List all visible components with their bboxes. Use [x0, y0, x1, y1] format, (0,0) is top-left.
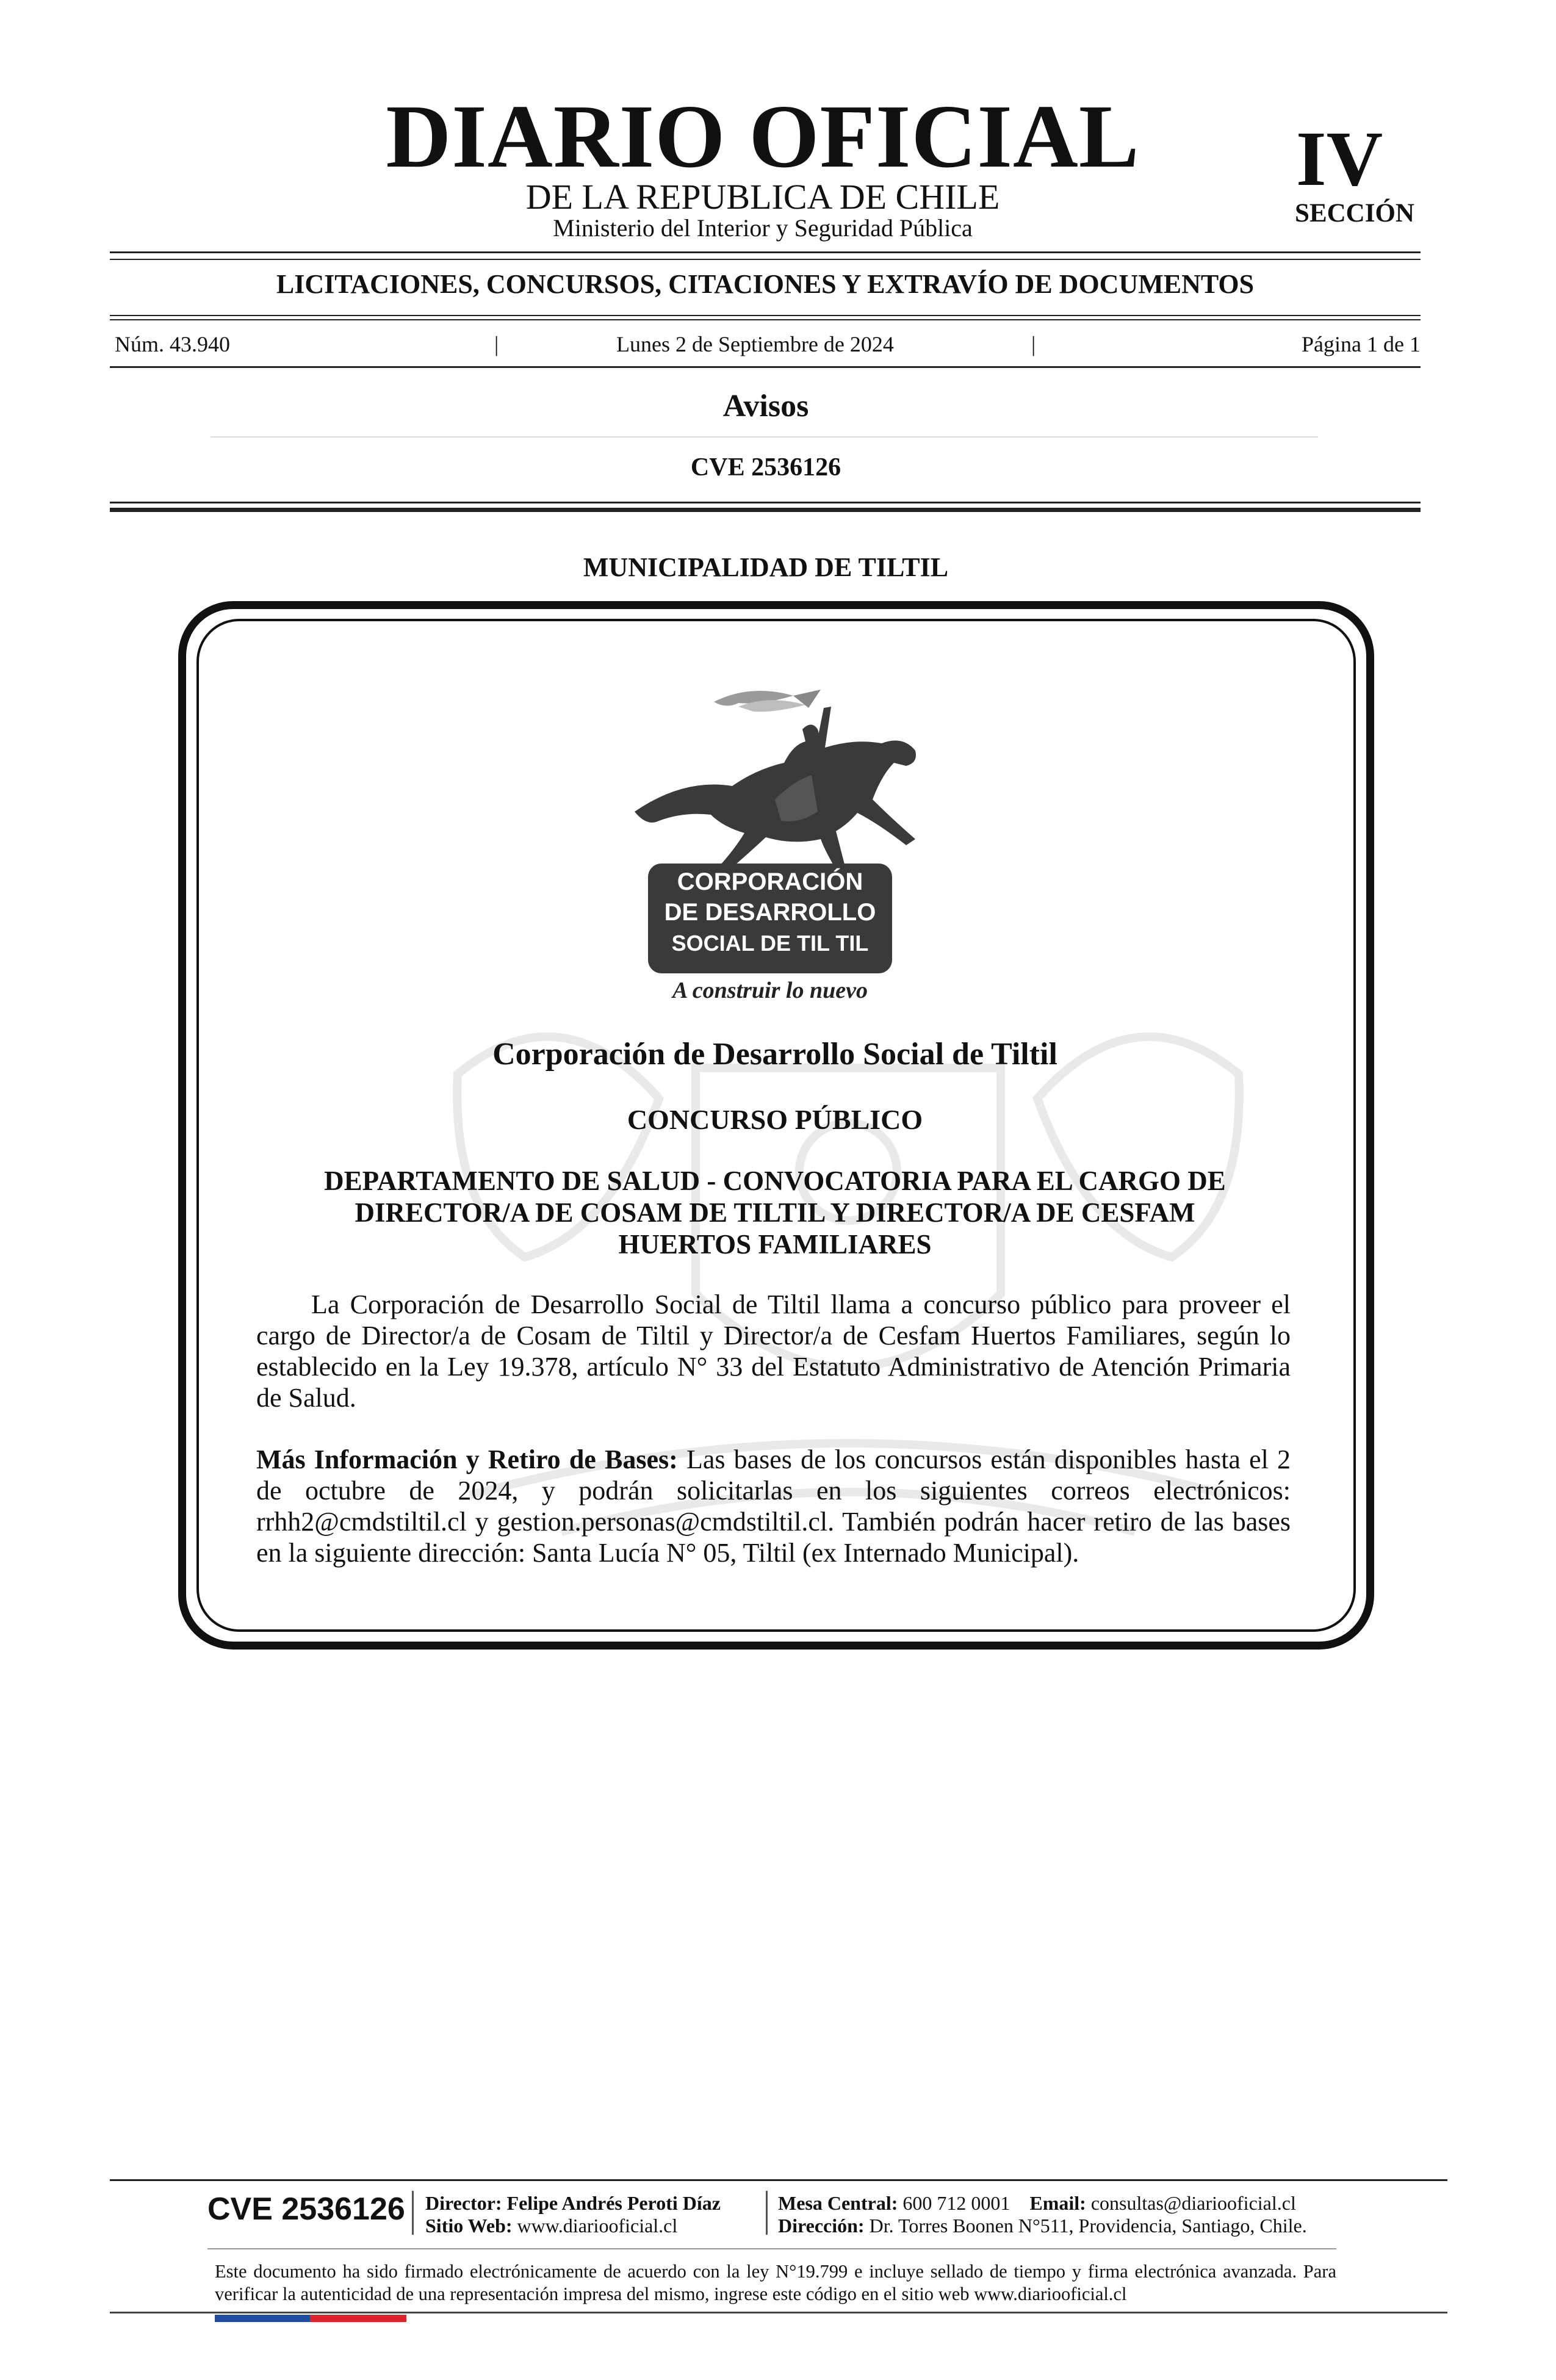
address-value: Dr. Torres Boonen N°511, Providencia, Santiago, Chile. [869, 2214, 1307, 2237]
organization-name: Corporación de Desarrollo Social de Tiltil [492, 1037, 1057, 1072]
notice-paragraph-1: La Corporación de Desarrollo Social de Tiltil llama a concurso público para proveer el cargo de Director/a de Cosam de Tiltil y Director/a de Cesfam Huertos Familiares, según lo establecido en la Ley 19.378, artículo N° 33 del Estatuto Administrativo de Atención Primaria de Salud. [256, 1289, 1291, 1413]
issue-separator: | [494, 332, 499, 356]
contest-subtitle: DEPARTAMENTO DE SALUD - CONVOCATORIA PARA EL CARGO DE DIRECTOR/A DE COSAM DE TILTIL Y DIRECTOR/A DE CESFAM HUERTOS FAMILIARES [324, 1166, 1226, 1260]
newspaper-subtitle: DE LA REPUBLICA DE CHILE [525, 177, 1000, 217]
footer-disclaimer: Este documento ha sido firmado electrónicamente de acuerdo con la ley N°19.799 e incluye sellado de tiempo y firma electrónica avanzada. Para verificar la autenticidad de una representación impresa del mismo, ingrese este código en el sitio web www.diariooficial.cl [215, 2261, 1336, 2304]
ministry-line: Ministerio del Interior y Seguridad Pública [553, 214, 973, 242]
flag-stripe-red [310, 2315, 406, 2322]
newspaper-title: DIARIO OFICIAL [386, 87, 1140, 187]
issue-date: Lunes 2 de Septiembre de 2024 [616, 332, 894, 356]
address-label: Dirección: [778, 2214, 865, 2237]
website-link[interactable]: www.diariooficial.cl [517, 2214, 678, 2237]
email-label: Email: [1029, 2192, 1086, 2214]
corporation-logo [610, 671, 952, 1013]
logo-line-2: DE DESARROLLO [664, 899, 876, 926]
category-heading: LICITACIONES, CONCURSOS, CITACIONES Y EXTRAVÍO DE DOCUMENTOS [276, 269, 1255, 299]
footer-rule-mid [207, 2248, 1336, 2249]
website-label: Sitio Web: [425, 2214, 513, 2237]
cve-rule-2 [110, 508, 1421, 512]
footer-rule-bottom [110, 2312, 1447, 2313]
logo-line-1: CORPORACIÓN [677, 868, 863, 895]
paragraph-2-body: Las bases de los concursos están disponibles hasta el 2 de octubre de 2024, y podrán solicitarlas en los siguientes correos electrónicos: rrhh2@cmdstiltil.cl y gestion.personas@cmdstiltil.cl. También podrán hacer retiro de las bases en la siguiente dirección: Santa Lucía N° 05, Tiltil (ex Internado Municipal). [256, 1444, 1291, 1568]
phone-label: Mesa Central: [778, 2192, 898, 2214]
footer-contact-block [778, 2192, 1307, 2237]
email-link[interactable]: consultas@diariooficial.cl [1090, 2192, 1296, 2214]
logo-tagline: A construir lo nuevo [672, 978, 868, 1003]
director-label: Director: [425, 2192, 502, 2214]
issuer-name: MUNICIPALIDAD DE TILTIL [583, 552, 949, 582]
cve-code: CVE 2536126 [690, 453, 841, 481]
footer-rule-top [110, 2179, 1447, 2181]
flag-stripe-blue [215, 2315, 310, 2322]
logo-line-3: SOCIAL DE TIL TIL [671, 931, 869, 956]
section-number: IV [1295, 115, 1383, 202]
horse-rider-torch-icon [635, 690, 916, 873]
masthead-rule-1 [110, 251, 1421, 253]
section-title: Avisos [722, 389, 809, 424]
section-label: SECCIÓN [1295, 199, 1414, 228]
footer-divider-1 [412, 2191, 414, 2235]
category-rule-1 [110, 315, 1421, 316]
footer-director-block [425, 2192, 721, 2237]
footer-divider-2 [766, 2191, 768, 2235]
issue-separator: | [1031, 332, 1036, 356]
director-name: Felipe Andrés Peroti Díaz [506, 2192, 721, 2214]
cve-rule-1 [110, 502, 1421, 503]
issue-number: Núm. 43.940 [115, 332, 230, 356]
infobar-rule [110, 366, 1421, 368]
footer-cve-code: CVE 2536126 [207, 2191, 405, 2227]
section-title-underline [211, 436, 1318, 438]
notice-paragraph-2 [256, 1444, 1291, 1568]
contest-title: CONCURSO PÚBLICO [627, 1104, 923, 1135]
page-counter: Página 1 de 1 [1302, 332, 1421, 356]
phone-number: 600 712 0001 [902, 2192, 1010, 2214]
masthead-rule-2 [110, 259, 1421, 260]
paragraph-2-heading: Más Información y Retiro de Bases: [256, 1444, 678, 1474]
category-rule-2 [110, 319, 1421, 320]
